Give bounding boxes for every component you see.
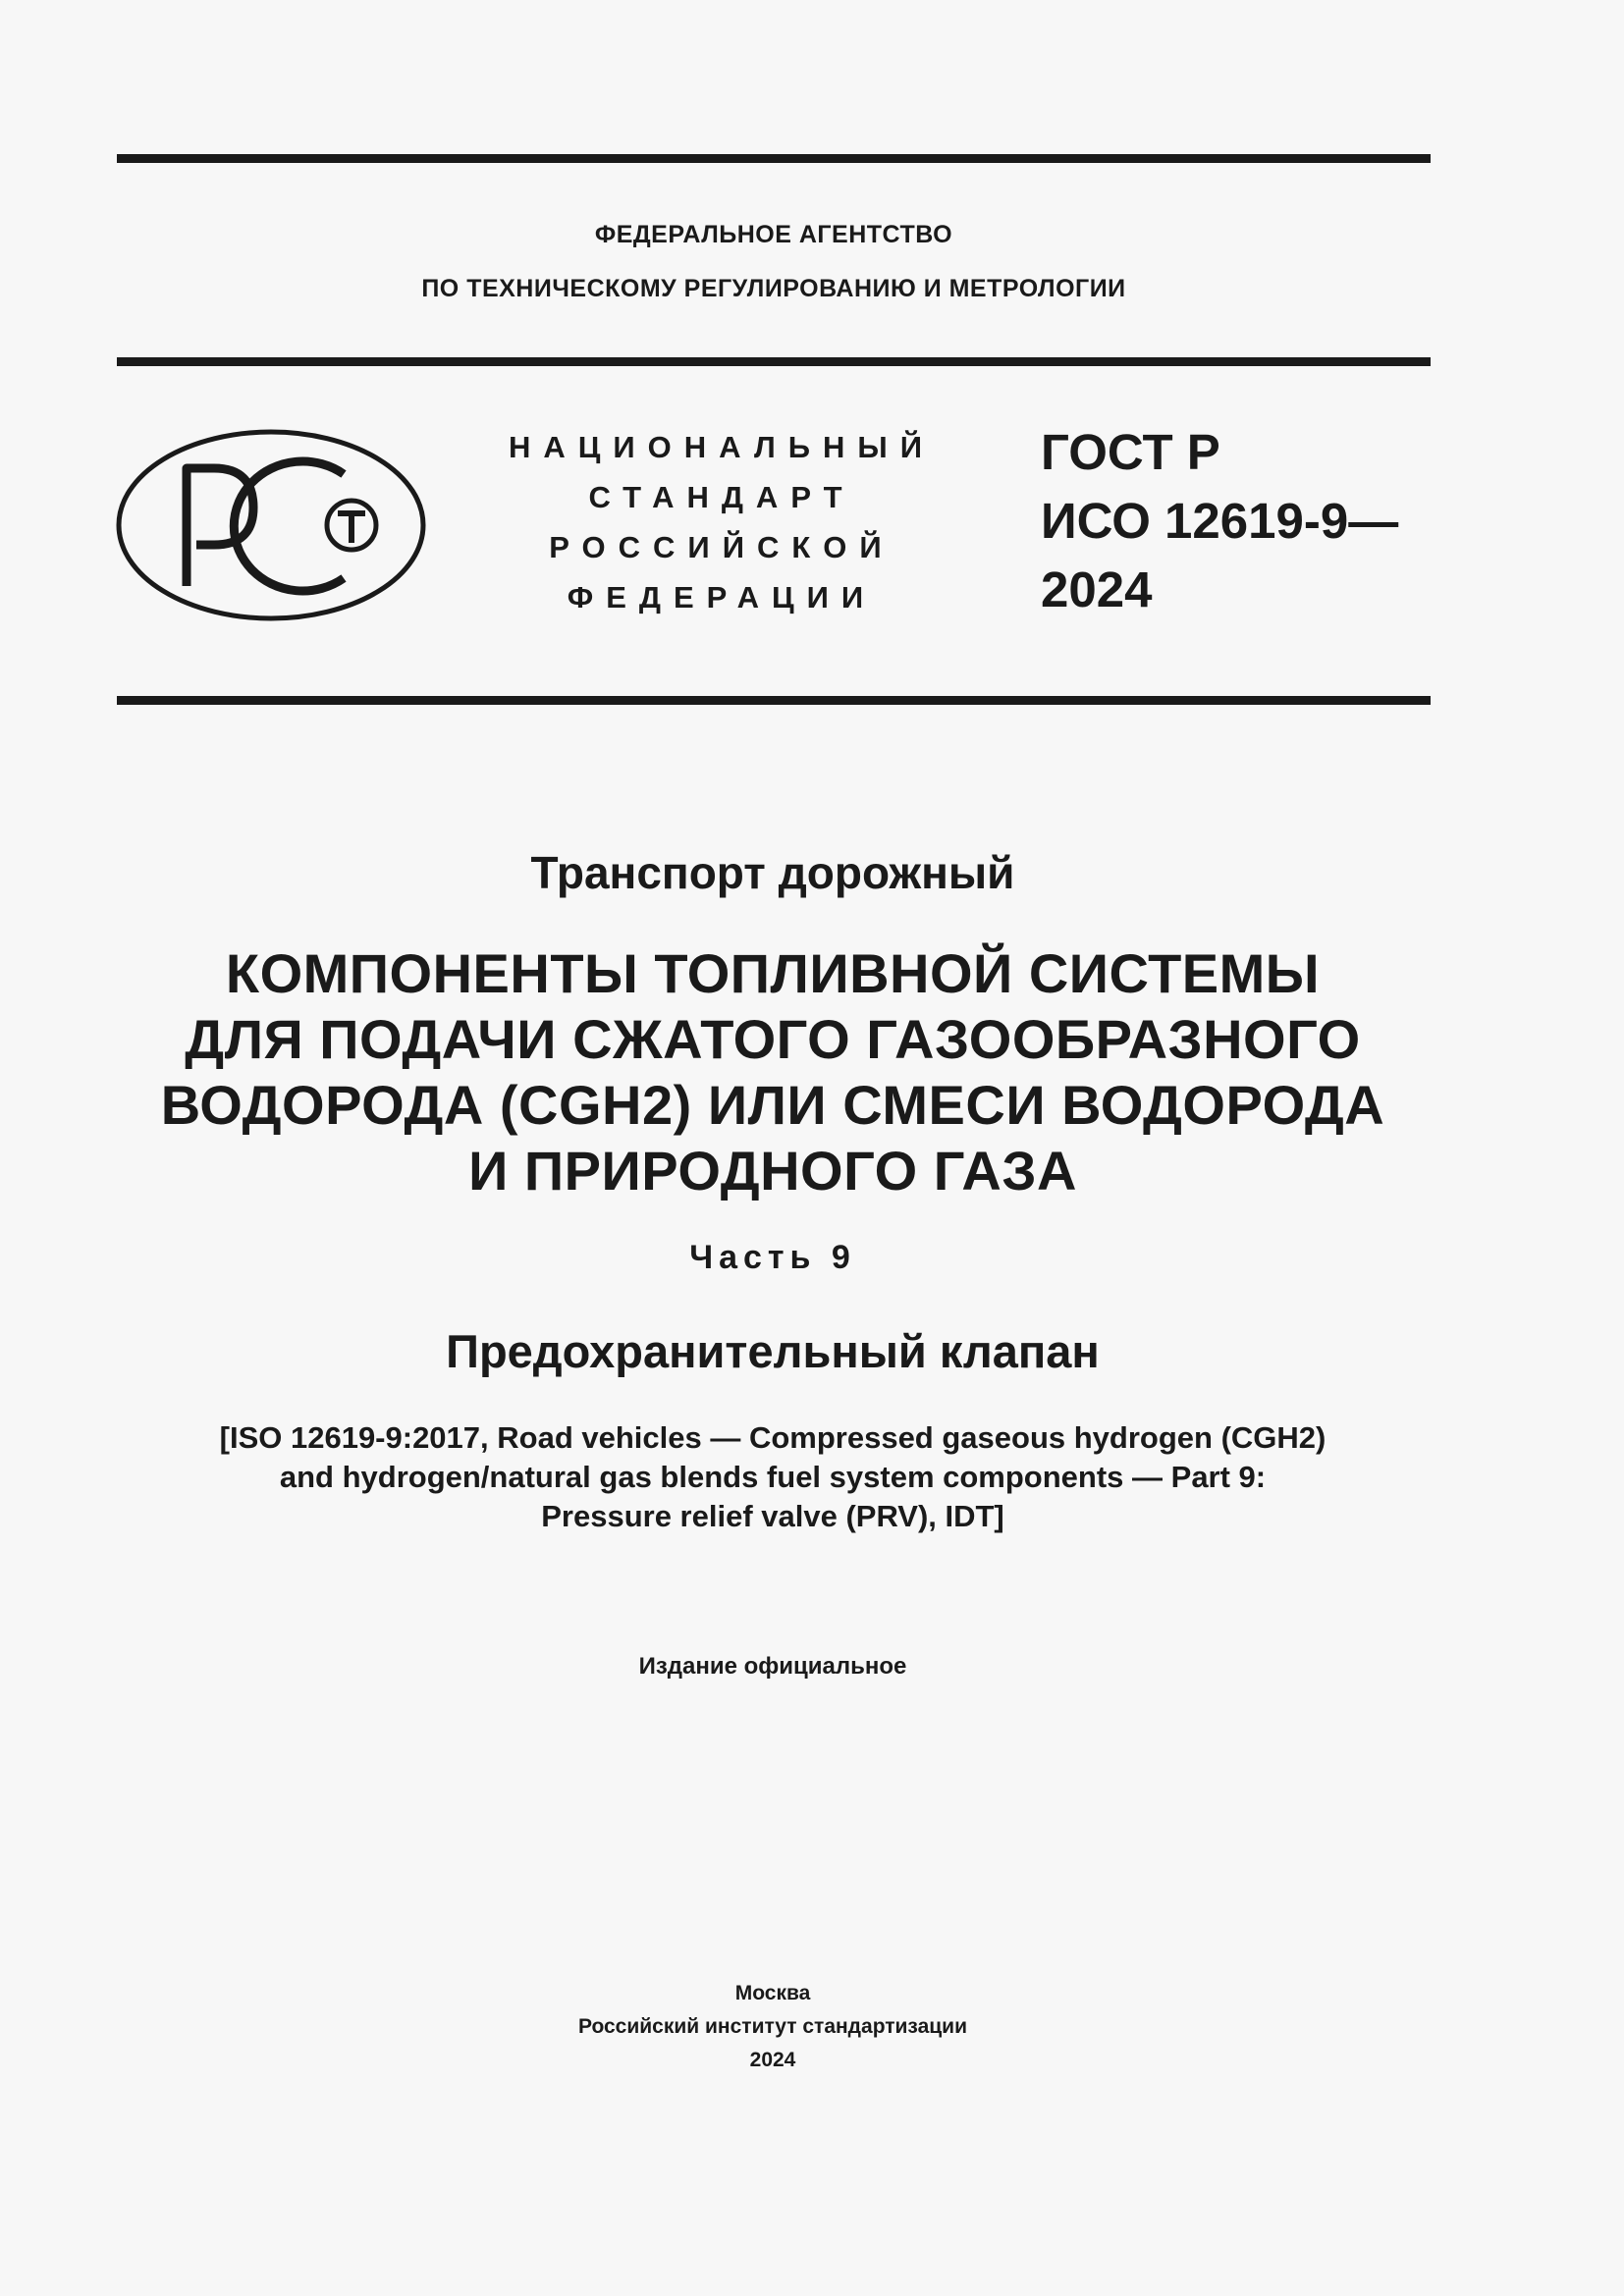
- subject-title: Транспорт дорожный: [530, 847, 1015, 898]
- edition-label: Издание официальное: [638, 1653, 907, 1680]
- iso-reference-line: Pressure relief valve (PRV), IDT]: [541, 1499, 1004, 1533]
- national-standard-block: [501, 422, 943, 622]
- designation-line: 2024: [1041, 561, 1153, 617]
- main-title-line: И ПРИРОДНОГО ГАЗА: [468, 1140, 1077, 1201]
- part-title: Предохранительный клапан: [446, 1325, 1100, 1377]
- part-label: Часть 9: [689, 1239, 856, 1276]
- main-title-line: ВОДОРОДА (CGH2) ИЛИ СМЕСИ ВОДОРОДА: [160, 1074, 1385, 1136]
- national-standard-line: НАЦИОНАЛЬНЫЙ: [508, 430, 936, 464]
- rst-logo-icon: [116, 429, 426, 621]
- main-title-line: КОМПОНЕНТЫ ТОПЛИВНОЙ СИСТЕМЫ: [225, 942, 1321, 1004]
- national-standard-line: ФЕДЕРАЦИИ: [567, 580, 877, 614]
- designation-line: ИСО 12619-9—: [1041, 493, 1399, 549]
- iso-reference-line: and hydrogen/natural gas blends fuel system components — Part 9:: [279, 1460, 1267, 1494]
- designation-line: ГОСТ Р: [1041, 424, 1220, 480]
- main-title-line: ДЛЯ ПОДАЧИ СЖАТОГО ГАЗООБРАЗНОГО: [185, 1008, 1361, 1070]
- publisher-year: 2024: [749, 2049, 796, 2071]
- national-standard-line: СТАНДАРТ: [588, 480, 855, 514]
- publisher-name: Российский институт стандартизации: [577, 2015, 968, 2038]
- publisher-block: [59, 1977, 1487, 2077]
- publisher-city: Москва: [734, 1982, 811, 2004]
- top-rule: [117, 154, 1431, 163]
- agency-line-2: ПО ТЕХНИЧЕСКОМУ РЕГУЛИРОВАНИЮ И МЕТРОЛОГИИ: [421, 275, 1126, 302]
- divider-rule: [117, 696, 1431, 705]
- national-standard-line: РОССИЙСКОЙ: [549, 530, 894, 564]
- main-title: [59, 940, 1487, 1203]
- header-rule: [117, 357, 1431, 366]
- agency-line-1: ФЕДЕРАЛЬНОЕ АГЕНТСТВО: [594, 221, 953, 248]
- iso-reference: [59, 1418, 1487, 1536]
- iso-reference-line: [ISO 12619-9:2017, Road vehicles — Compressed gaseous hydrogen (CGH2): [219, 1420, 1326, 1455]
- standard-designation: [1041, 418, 1434, 624]
